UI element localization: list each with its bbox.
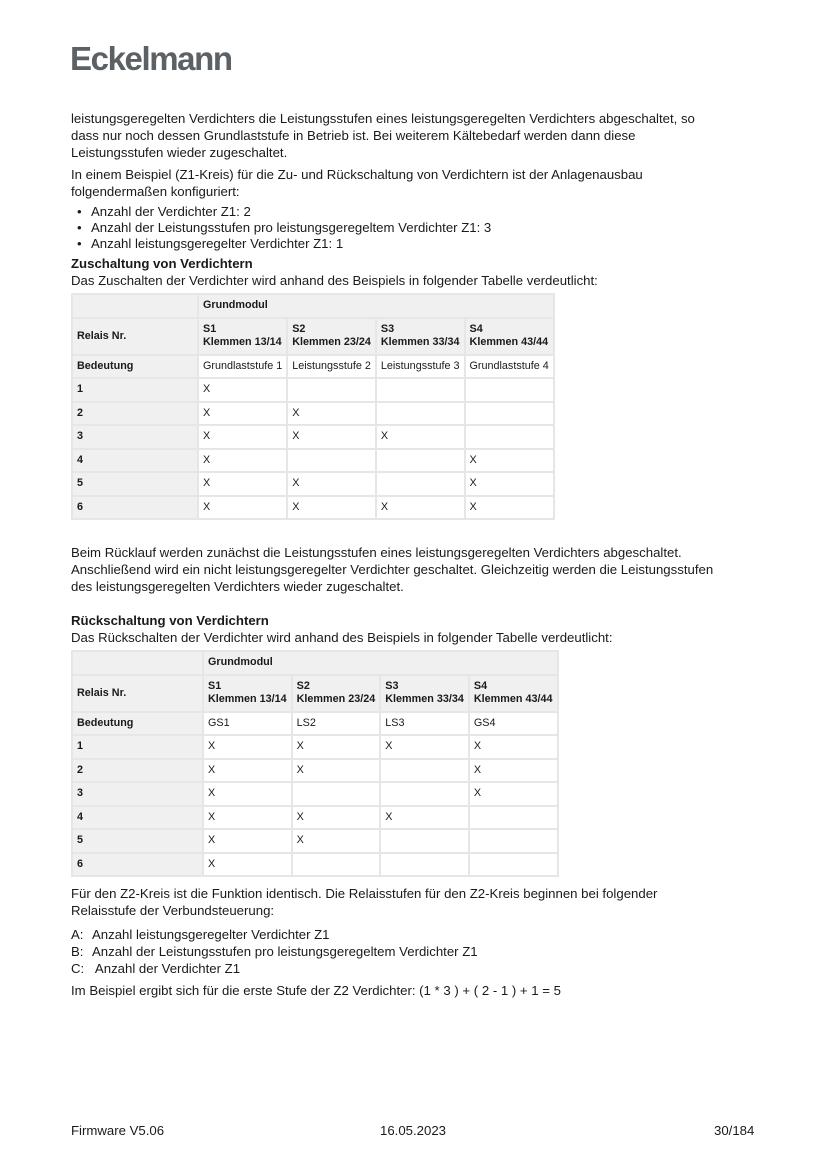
legend-item-a: A: Anzahl leistungsgeregelter Verdichter Z1 [71,927,330,942]
table-cell [469,829,558,853]
table-row [72,806,558,830]
table-cell: X [203,759,292,783]
row-label: 5 [72,472,198,496]
table-cell: X [292,806,381,830]
table-cell: X [203,829,292,853]
table-cell [292,853,381,877]
column-header-s2: S2 Klemmen 23/24 [292,675,381,712]
table-cell [380,853,469,877]
row-label: 2 [72,402,198,426]
legend-item-c: C: Anzahl der Verdichter Z1 [71,961,241,976]
column-header-s1: S1 Klemmen 13/14 [198,318,287,355]
table-cell [287,378,376,402]
eckelmann-logo: Eckelmann [70,40,232,77]
column-header-s4: S4 Klemmen 43/44 [465,318,554,355]
column-header-s1: S1 Klemmen 13/14 [203,675,292,712]
table-cell: X [376,425,465,449]
meaning-cell: Leistungsstufe 2 [287,355,376,379]
relay-label: Relais Nr. [72,318,198,355]
column-header-s4: S4 Klemmen 43/44 [469,675,558,712]
table-cell: X [469,782,558,806]
intro-paragraph-2 [71,166,761,200]
text-line: Leistungsstufen wieder zugeschaltet. [71,145,288,160]
row-label: 1 [72,378,198,402]
table-cell: X [465,496,554,520]
table-cell: X [203,806,292,830]
table-cell: X [198,496,287,520]
table-cell: X [376,496,465,520]
section-heading-rueckschaltung: Rückschaltung von Verdichtern [71,613,269,628]
row-label: 1 [72,735,203,759]
row-label: 2 [72,759,203,783]
footer-page-number: 30/184 [714,1123,755,1138]
meaning-cell: GS4 [469,712,558,736]
bullet-item: • Anzahl der Verdichter Z1: 2 [71,204,761,220]
table-row [72,496,554,520]
row-label: 3 [72,782,203,806]
table-cell: X [292,759,381,783]
table-cell: X [198,378,287,402]
config-bullet-list [71,204,761,252]
table-cell: X [380,806,469,830]
table-cell [292,782,381,806]
column-header-s3: S3 Klemmen 33/34 [380,675,469,712]
table-cell: X [380,735,469,759]
table-cell [380,829,469,853]
table-cell [380,759,469,783]
group-header: Grundmodul [198,294,554,318]
table-cell: X [469,735,558,759]
table-row [72,735,558,759]
zuschaltung-table [71,293,555,520]
table-row [72,402,554,426]
table-cell [376,472,465,496]
text-line: In einem Beispiel (Z1-Kreis) für die Zu- und Rückschaltung von Verdichtern ist der Anlagenausbau [71,167,643,182]
table-cell [380,782,469,806]
table-cell: X [465,472,554,496]
row-label: 6 [72,853,203,877]
meaning-label: Bedeutung [72,355,198,379]
table-cell [376,402,465,426]
table-cell: X [203,735,292,759]
z2-example: Im Beispiel ergibt sich für die erste Stufe der Z2 Verdichter: (1 * 3 ) + ( 2 - 1 ) + 1 = 5 [71,983,561,998]
table-cell: X [198,449,287,473]
table-row [72,449,554,473]
table-row [72,759,558,783]
table-cell: X [203,782,292,806]
text-line: leistungsgeregelten Verdichters die Leistungsstufen eines leistungsgeregelten Verdichters abgeschaltet, so [71,111,695,126]
row-label: 6 [72,496,198,520]
row-label: 4 [72,449,198,473]
column-header-s3: S3 Klemmen 33/34 [376,318,465,355]
table-cell: X [287,425,376,449]
table-row [72,472,554,496]
meaning-cell: LS3 [380,712,469,736]
bullet-item: • Anzahl der Leistungsstufen pro leistungsgeregeltem Verdichter Z1: 3 [71,220,761,236]
text-line: des leistungsgeregelten Verdichters wieder zugeschaltet. [71,579,404,594]
table-cell: X [469,759,558,783]
relay-label: Relais Nr. [72,675,203,712]
section-description: Das Rückschalten der Verdichter wird anhand des Beispiels in folgender Tabelle verdeutlicht: [71,630,613,645]
table-row [72,853,558,877]
table-cell: X [287,496,376,520]
meaning-cell: Leistungsstufe 3 [376,355,465,379]
table-cell: X [198,402,287,426]
table-cell: X [287,402,376,426]
column-header-s2: S2 Klemmen 23/24 [287,318,376,355]
ruecklauf-paragraph [71,544,761,595]
row-label: 5 [72,829,203,853]
group-header: Grundmodul [203,651,558,675]
table-cell: X [465,449,554,473]
rueckschaltung-table [71,650,559,877]
footer-date: 16.05.2023 [380,1123,447,1138]
section-heading-zuschaltung: Zuschaltung von Verdichtern [71,256,253,271]
text-line: dass nur noch dessen Grundlaststufe in Betrieb ist. Bei weiterem Kältebedarf werden dann diese [71,128,636,143]
empty-header-cell [72,294,198,318]
table-cell [465,425,554,449]
text-line: folgendermaßen konfiguriert: [71,184,240,199]
page-content [71,110,761,999]
text-line: Beim Rücklauf werden zunächst die Leistungsstufen eines leistungsgeregelten Verdichters abgeschaltet. [71,545,682,560]
table-cell: X [287,472,376,496]
meaning-cell: LS2 [292,712,381,736]
meaning-label: Bedeutung [72,712,203,736]
intro-paragraph-1 [71,110,761,161]
footer-firmware: Firmware V5.06 [71,1123,165,1138]
table-cell [465,402,554,426]
empty-header-cell [72,651,203,675]
meaning-cell: Grundlaststufe 1 [198,355,287,379]
z2-paragraph [71,885,761,919]
row-label: 4 [72,806,203,830]
table-cell: X [198,472,287,496]
table-cell [376,449,465,473]
text-line: Anschließend wird ein nicht leistungsgeregelter Verdichter geschaltet. Gleichzeitig werden die Leistungsstufen [71,562,714,577]
table-cell: X [292,735,381,759]
table-cell: X [292,829,381,853]
row-label: 3 [72,425,198,449]
table-cell [469,806,558,830]
z2-formula-legend [71,926,761,977]
table-cell: X [203,853,292,877]
table-row [72,378,554,402]
section-description: Das Zuschalten der Verdichter wird anhand des Beispiels in folgender Tabelle verdeutlicht: [71,273,598,288]
table-cell [287,449,376,473]
meaning-cell: GS1 [203,712,292,736]
table-cell [465,378,554,402]
table-cell: X [198,425,287,449]
text-line: Für den Z2-Kreis ist die Funktion identisch. Die Relaisstufen für den Z2-Kreis beginnen bei folgender [71,886,658,901]
table-cell [469,853,558,877]
table-row [72,829,558,853]
table-row [72,782,558,806]
table-row [72,425,554,449]
meaning-cell: Grundlaststufe 4 [465,355,554,379]
legend-item-b: B: Anzahl der Leistungsstufen pro leistungsgeregeltem Verdichter Z1 [71,944,478,959]
table-cell [376,378,465,402]
bullet-item: • Anzahl leistungsgeregelter Verdichter Z1: 1 [71,236,761,252]
text-line: Relaisstufe der Verbundsteuerung: [71,903,275,918]
